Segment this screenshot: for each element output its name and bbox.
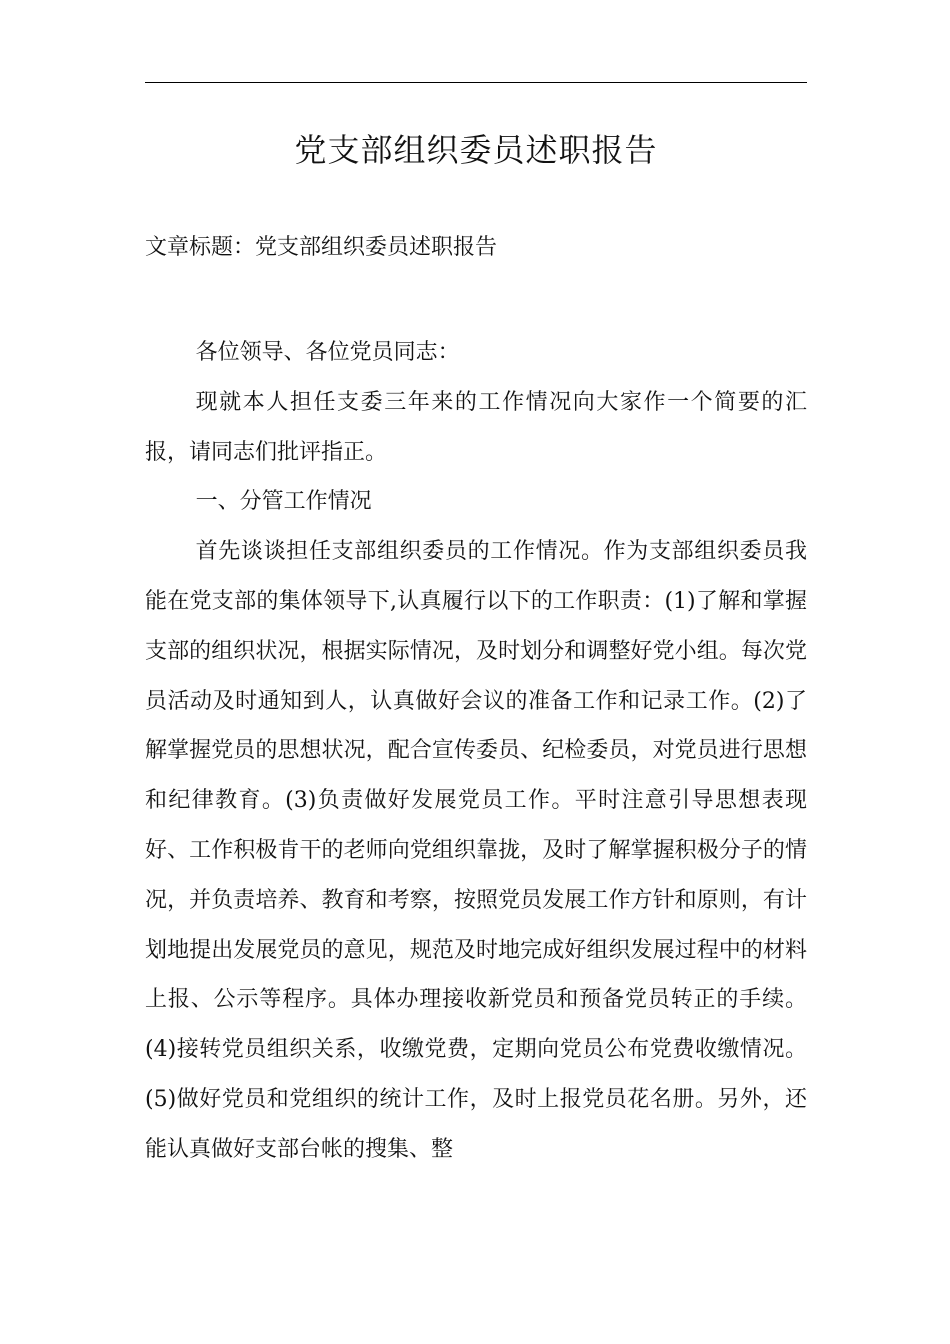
document-title: 党支部组织委员述职报告 (294, 131, 658, 169)
intro-paragraph: 现就本人担任支委三年来的工作情况向大家作一个简要的汇报，请同志们批评指正。 (145, 389, 807, 465)
document-page (145, 0, 807, 1344)
section-heading: 一、分管工作情况 (195, 489, 372, 515)
article-title-line: 文章标题：党支部组织委员述职报告 (145, 235, 498, 260)
salutation-paragraph: 各位领导、各位党员同志： (195, 340, 460, 365)
document-body (145, 328, 807, 1175)
header-rule (145, 82, 807, 83)
body-paragraph: 首先谈谈担任支部组织委员的工作情况。作为支部组织委员我能在党支部的集体领导下,认真履行以下的工作职责：(1)了解和掌握支部的组织状况，根据实际情况，及时划分和调整好党小组。每次党员活动及时通知到人，认真做好会议的准备工作和记录工作。(2)了解掌握党员的思想状况，配合宣传委员、纪检委员，对党员进行思想和纪律教育。(3)负责做好发展党员工作。平时注意引导思想表现好、工作积极肯干的老师向党组织靠拢，及时了解掌握积极分子的情况，并负责培养、教育和考察，按照党员发展工作方针和原则，有计划地提出发展党员的意见，规范及时地完成好组织发展过程中的材料上报、公示等程序。具体办理接收新党员和预备党员转正的手续。(4)接转党员组织关系，收缴党费，定期向党员公布党费收缴情况。(5)做好党员和党组织的统计工作，及时上报党员花名册。另外，还能认真做好支部台帐的搜集、整 (145, 539, 807, 1162)
